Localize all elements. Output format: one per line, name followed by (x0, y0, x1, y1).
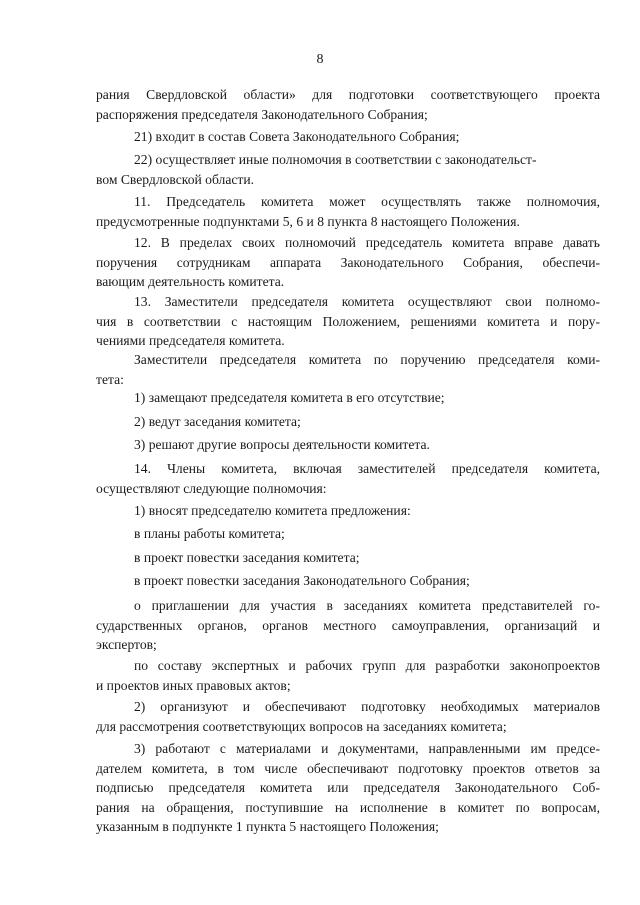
text-line: сударственных органов, органов местного самоуправления, организаций и (96, 618, 600, 633)
text-line: 14. Члены комитета, включая заместителей председателя комитета, (134, 461, 600, 476)
text-line: предусмотренные подпунктами 5, 6 и 8 пункта 8 настоящего Положения. (96, 214, 520, 229)
text-line: 21) входит в состав Совета Законодательного Собрания; (134, 129, 460, 144)
text-line: вом Свердловской области. (96, 172, 255, 187)
text-line: 1) замещают председателя комитета в его отсутствие; (134, 390, 445, 405)
text-line: вающим деятельность комитета. (96, 274, 285, 289)
text-line: тета: (96, 372, 124, 387)
text-line: в проект повестки заседания комитета; (134, 550, 360, 565)
text-line: дателем комитета, в том числе обеспечивают подготовку проектов ответов за (96, 761, 600, 776)
text-line: 2) ведут заседания комитета; (134, 414, 301, 429)
text-line: в проект повестки заседания Законодательного Собрания; (134, 573, 470, 588)
text-line: для рассмотрения соответствующих вопросов на заседаниях комитета; (96, 719, 507, 734)
text-line: 22) осуществляет иные полномочия в соответствии с законодательст- (134, 152, 537, 167)
text-line: 3) решают другие вопросы деятельности комитета. (134, 437, 430, 452)
text-line: распоряжения председателя Законодательного Собрания; (96, 107, 428, 122)
text-line: Заместители председателя комитета по поручению председателя коми- (134, 352, 600, 367)
text-line: 1) вносят председателю комитета предложения: (134, 503, 411, 518)
text-line: в планы работы комитета; (134, 526, 285, 541)
text-line: и проектов иных правовых актов; (96, 678, 291, 693)
text-line: чениями председателя комитета. (96, 333, 285, 348)
text-line: по составу экспертных и рабочих групп для разработки законопроектов (134, 658, 600, 673)
text-line: осуществляют следующие полномочия: (96, 481, 327, 496)
text-line: 13. Заместители председателя комитета осуществляют свои полномо- (134, 294, 600, 309)
text-line: экспертов; (96, 637, 157, 652)
text-line: поручения сотрудникам аппарата Законодательного Собрания, обеспечи- (96, 255, 600, 270)
text-line: подписью председателя комитета или председателя Законодательного Соб- (96, 780, 600, 795)
text-line: указанным в подпункте 1 пункта 5 настоящего Положения; (96, 819, 439, 834)
text-line: чия в соответствии с настоящим Положением, решениями комитета и пору- (96, 314, 600, 329)
text-line: 3) работают с материалами и документами, направленными им предсе- (134, 741, 600, 756)
page-number: 8 (316, 52, 324, 67)
text-line: 12. В пределах своих полномочий председатель комитета вправе давать (134, 235, 600, 250)
text-line: 2) организуют и обеспечивают подготовку необходимых материалов (134, 699, 600, 714)
text-line: 11. Председатель комитета может осуществлять также полномочия, (134, 194, 600, 209)
text-line: рания на обращения, поступившие на исполнение в комитет по вопросам, (96, 800, 600, 815)
text-line: о приглашении для участия в заседаниях комитета представителей го- (134, 598, 600, 613)
text-line: рания Свердловской области» для подготовки соответствующего проекта (96, 87, 600, 102)
